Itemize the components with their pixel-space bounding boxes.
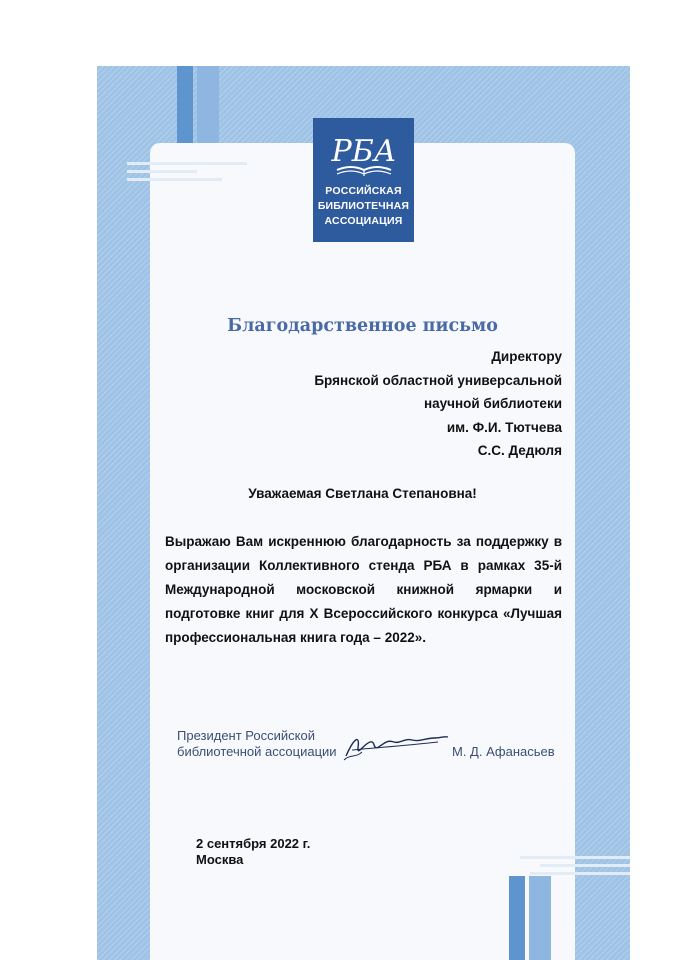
letter-title: Благодарственное письмо bbox=[227, 316, 498, 336]
letter-body: Выражаю Вам искреннюю благодарность за поддержку в организации Коллективного стенда РБА в рамках 35-й Международной московской книжной ярмарки и подготовке книг для X Всероссийского конкурса «Лучшая профессиональная книга года – 2022». bbox=[165, 534, 562, 645]
rba-monogram-icon bbox=[329, 128, 399, 182]
recipient-line: Брянской областной универсальной bbox=[314, 372, 562, 388]
recipient-line: им. Ф.И. Тютчева bbox=[446, 419, 562, 435]
decor-line bbox=[530, 872, 630, 875]
logo-caption bbox=[318, 184, 409, 229]
recipient-block bbox=[260, 345, 562, 463]
recipient-line: научной библиотеки bbox=[423, 396, 562, 411]
decor-line bbox=[127, 162, 247, 165]
recipient-line: Директору bbox=[491, 349, 562, 364]
logo-line: АССОЦИАЦИЯ bbox=[324, 215, 403, 227]
signer-position-line: библиотечной ассоциации bbox=[177, 744, 337, 759]
decor-stripe bbox=[529, 876, 551, 960]
signer-position bbox=[177, 728, 337, 760]
letter-date: 2 сентября 2022 г. bbox=[196, 836, 311, 851]
logo-line: РОССИЙСКАЯ bbox=[325, 185, 402, 197]
signer-name: М. Д. Афанасьев bbox=[452, 744, 555, 759]
decor-line bbox=[540, 864, 630, 867]
greeting: Уважаемая Светлана Степановна! bbox=[248, 486, 477, 501]
letter-city: Москва bbox=[196, 852, 244, 867]
decor-stripe bbox=[509, 876, 525, 960]
logo-monogram: РБА bbox=[331, 134, 396, 169]
signature-icon bbox=[342, 728, 450, 764]
signer-position-line: Президент Российской bbox=[177, 728, 315, 743]
logo-line: БИБЛИОТЕЧНАЯ bbox=[317, 200, 410, 212]
date-block bbox=[196, 836, 310, 868]
rba-logo bbox=[313, 118, 414, 242]
decor-line bbox=[127, 170, 197, 173]
decor-line bbox=[127, 178, 222, 181]
decor-line bbox=[520, 856, 630, 859]
recipient-line: С.С. Дедюля bbox=[477, 443, 562, 458]
